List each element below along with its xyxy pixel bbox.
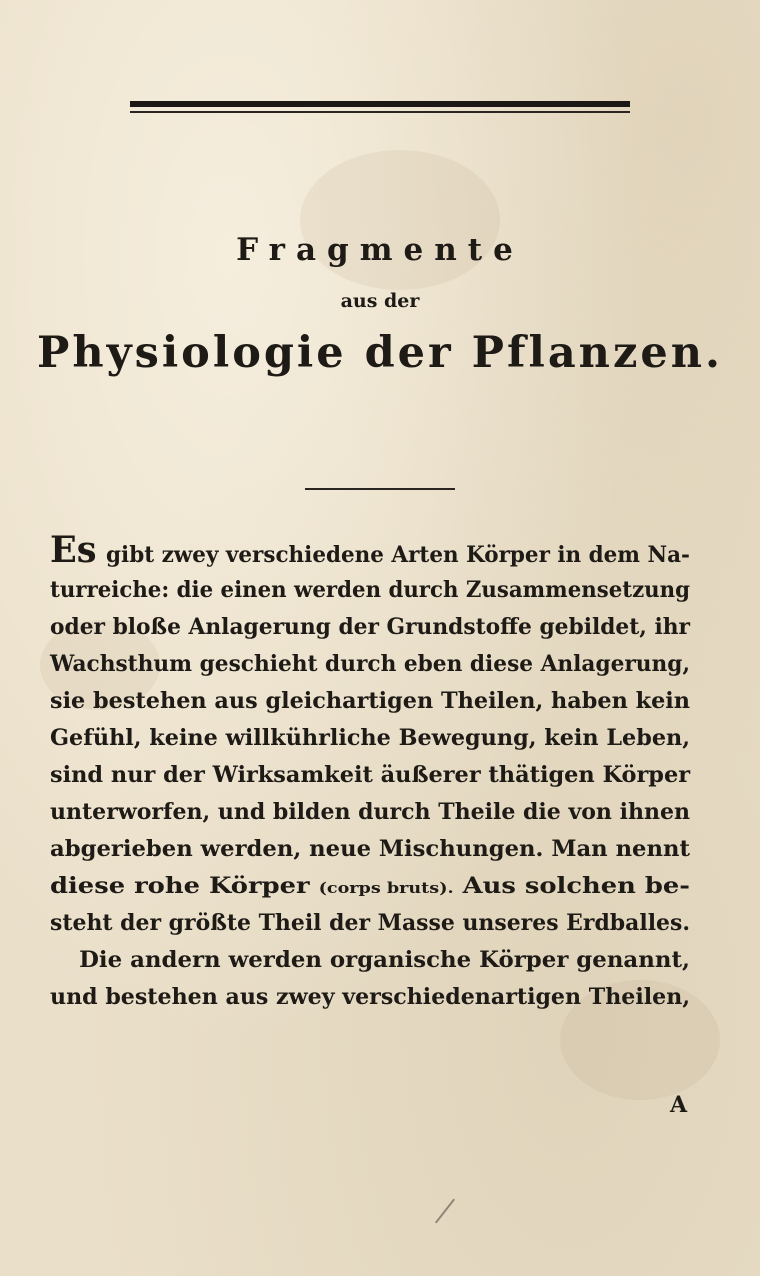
section-rule: [305, 488, 455, 490]
paper-stain: [300, 150, 500, 290]
text-line: [50, 831, 690, 868]
title-aus-der: aus der: [340, 290, 420, 312]
header-rule-thick: [130, 101, 630, 107]
text-line: [50, 979, 690, 1016]
text-line: [50, 609, 690, 646]
text-line-content: Die andern werden organische Körper genannt,: [79, 947, 690, 973]
text-line: [50, 720, 690, 757]
text-line-content: abgerieben werden, neue Mischungen. Man nennt: [50, 836, 690, 862]
title-fragmente: Fragmente: [236, 232, 524, 268]
latin-term: (corps bruts).: [318, 879, 454, 897]
text-line: [50, 868, 690, 905]
text-line: [50, 646, 690, 683]
text-line: [50, 942, 690, 979]
title-main: Physiologie der Pflanzen.: [37, 328, 723, 378]
text-line: [50, 905, 690, 942]
text-line-content: steht der größte Theil der Masse unseres Erdballes.: [50, 910, 690, 936]
text-line-content: und bestehen aus zwey verschiedenartigen Theilen,: [50, 984, 691, 1010]
text-line-content: diese rohe Körper: [50, 873, 310, 899]
text-line-content: sie bestehen aus gleichartigen Theilen, haben kein: [50, 688, 691, 714]
text-line-content: Wachsthum geschieht durch eben diese Anlagerung,: [50, 651, 691, 677]
text-line-content: sind nur der Wirksamkeit äußerer thätigen Körper: [50, 762, 691, 788]
header-rule-thin: [130, 111, 630, 113]
text-line-content: turreiche: die einen werden durch Zusammensetzung: [50, 577, 691, 603]
text-line-content: gibt zwey verschiedene Arten Körper in dem Na-: [106, 542, 690, 568]
body-paragraph: [50, 529, 691, 1016]
text-line: [50, 529, 690, 572]
text-line-content: oder bloße Anlagerung der Grundstoffe gebildet, ihr: [50, 614, 690, 640]
pencil-mark: [435, 1199, 455, 1224]
text-line-content: Gefühl, keine willkührliche Bewegung, kein Leben,: [50, 725, 691, 751]
text-line: [50, 757, 690, 794]
catchword: A: [670, 1092, 688, 1118]
text-line: [50, 794, 690, 831]
initial-word: Es: [50, 529, 97, 571]
text-line: [50, 572, 690, 609]
text-line-content: unterworfen, und bilden durch Theile die von ihnen: [50, 799, 690, 825]
text-line-tail: Aus solchen be-: [462, 873, 691, 899]
text-line: [50, 683, 690, 720]
